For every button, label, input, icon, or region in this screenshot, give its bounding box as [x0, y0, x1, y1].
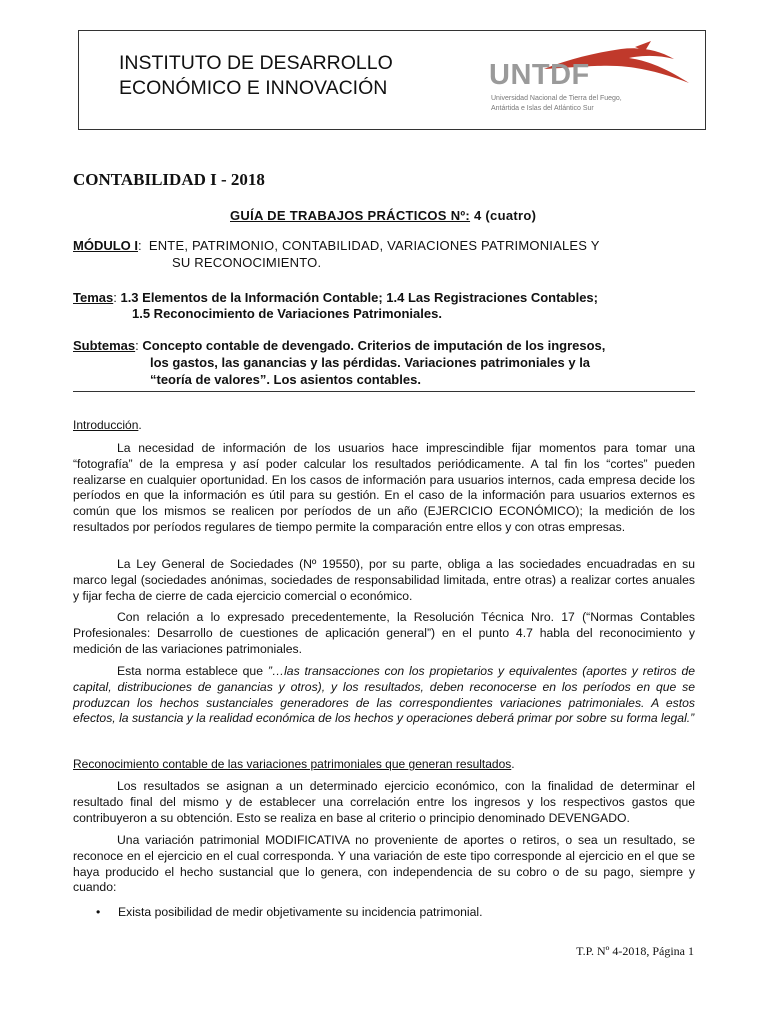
intro-paragraph-1: La necesidad de información de los usuarios hace imprescindible fijar momentos para tomar una “fotografía” de la empresa y así poder calcular los resultados periódicamente. A tal fin los “cortes” pueden realizarse en cualquier oportunidad. En los casos de información para usuarios internos, cada empresa decide los períodos en que la información es útil para su gestión. En el caso de la información para usuarios externos es común que los mismos se realicen por períodos de un año (EJERCICIO ECONÓMICO); la medición de los resultados por períodos regulares de tiempo permite la comparación entre ellos y con otras empresas. — [73, 441, 695, 534]
modulo-text-line1: ENTE, PATRIMONIO, CONTABILIDAD, VARIACIONES PATRIMONIALES Y — [148, 238, 600, 253]
guide-title-label: GUÍA DE TRABAJOS PRÁCTICOS Nº: — [230, 208, 471, 223]
logo-subtitle-line2: Antártida e Islas del Atlántico Sur — [491, 105, 594, 112]
institute-name-line2: ECONÓMICO E INNOVACIÓN — [119, 77, 388, 99]
modulo-text-line2: SU RECONOCIMIENTO. — [172, 255, 322, 270]
page-footer: T.P. Nº 4-2018, Página 1 — [576, 944, 694, 958]
temas-text-line1: 1.3 Elementos de la Información Contable; 1.4 Las Registraciones Contables; — [120, 290, 598, 305]
untdf-logo — [489, 39, 699, 121]
modulo-line2 — [172, 255, 321, 270]
intro-paragraph-3: Con relación a lo expresado precedentemente, la Resolución Técnica Nro. 17 (“Normas Contables Profesionales: Desarrollo de cuestiones de aplicación general”) en el punto 4.7 habla del reconocimiento y medición de las variaciones patrimoniales. — [73, 610, 695, 656]
recon-heading: Reconocimiento contable de las variaciones patrimoniales que generan resultados. — [73, 757, 515, 771]
subtemas-text-line2: los gastos, las ganancias y las pérdidas. Variaciones patrimoniales y la — [150, 355, 591, 370]
institute-name — [119, 51, 393, 101]
temas-line1: Temas: 1.3 Elementos de la Información Contable; 1.4 Las Registraciones Contables; — [73, 290, 598, 305]
recon-paragraph-2: Una variación patrimonial MODIFICATIVA no proveniente de aportes o retiros, o sea un resultado, se reconoce en el ejercicio en el cual corresponda. Y una variación de este tipo corresponde al ejercicio en el que se haya producido el hecho sustancial que lo genera, con independencia de su cobro o de su pago, siempre y cuando: — [73, 833, 695, 895]
guide-title-number: 4 (cuatro) — [473, 208, 537, 223]
modulo-line1: MÓDULO I: ENTE, PATRIMONIO, CONTABILIDAD, VARIACIONES PATRIMONIALES Y — [73, 238, 600, 253]
intro-heading: Introducción. — [73, 418, 142, 432]
recon-heading-text: Reconocimiento contable de las variaciones patrimoniales que generan resultados — [73, 757, 512, 771]
bullet-text: Exista posibilidad de medir objetivamente su incidencia patrimonial. — [118, 905, 483, 919]
temas-label: Temas — [73, 290, 114, 305]
logo-wordmark: UNTDF — [489, 59, 590, 91]
temas-line2 — [132, 306, 442, 321]
list-item — [96, 905, 482, 919]
recon-paragraph-1: Los resultados se asignan a un determinado ejercicio económico, con la finalidad de determinar el resultado final del mismo y de establecer una correlación entre los ingresos y los respectivos gastos que contribuyeron a su obtención. Esto se realiza en base al criterio o principio denominado DEVENGADO. — [73, 779, 695, 825]
divider — [73, 391, 695, 392]
quote-lead: Esta norma establece que — [117, 664, 268, 678]
temas-text-line2: 1.5 Reconocimiento de Variaciones Patrimoniales. — [132, 306, 442, 321]
intro-paragraph-4 — [73, 664, 695, 727]
course-title: CONTABILIDAD I - 2018 — [73, 170, 265, 189]
bullet-icon: • — [96, 905, 101, 919]
institute-name-line1: INSTITUTO DE DESARROLLO — [119, 52, 393, 74]
guide-title — [230, 208, 536, 223]
subtemas-label: Subtemas — [73, 338, 136, 353]
subtemas-text-line1: Concepto contable de devengado. Criterios de imputación de los ingresos, — [142, 338, 606, 353]
logo-subtitle-line1: Universidad Nacional de Tierra del Fuego, — [491, 95, 622, 102]
modulo-label: MÓDULO I — [73, 238, 138, 253]
quote-text: ”…las transacciones con los propietarios y equivalentes (aportes y retiros de capital, distribuciones de ganancias y otros), y los resultados, deben reconocerse en los períodos en que se produzcan los hechos sustanciales generadores de las correspondientes variaciones patrimoniales. A estos efectos, la sustancia y la realidad económica de los hechos y operaciones deberá primar por sobre su forma legal.” — [73, 664, 696, 726]
intro-paragraph-2: La Ley General de Sociedades (Nº 19550), por su parte, obliga a las sociedades encuadradas en su marco legal (sociedades anónimas, sociedades de responsabilidad limitada, entre otras) a realizar cortes anuales y fijar fecha de cierre de cada ejercicio comercial o económico. — [73, 557, 695, 603]
intro-heading-text: Introducción — [73, 418, 139, 432]
header-box — [78, 30, 706, 130]
subtemas-text-line3: “teoría de valores”. Los asientos contables. — [150, 372, 421, 387]
subtemas-line1: Subtemas: Concepto contable de devengado. Criterios de imputación de los ingresos, — [73, 338, 606, 353]
subtemas-line3 — [150, 372, 421, 387]
subtemas-line2 — [150, 355, 590, 370]
